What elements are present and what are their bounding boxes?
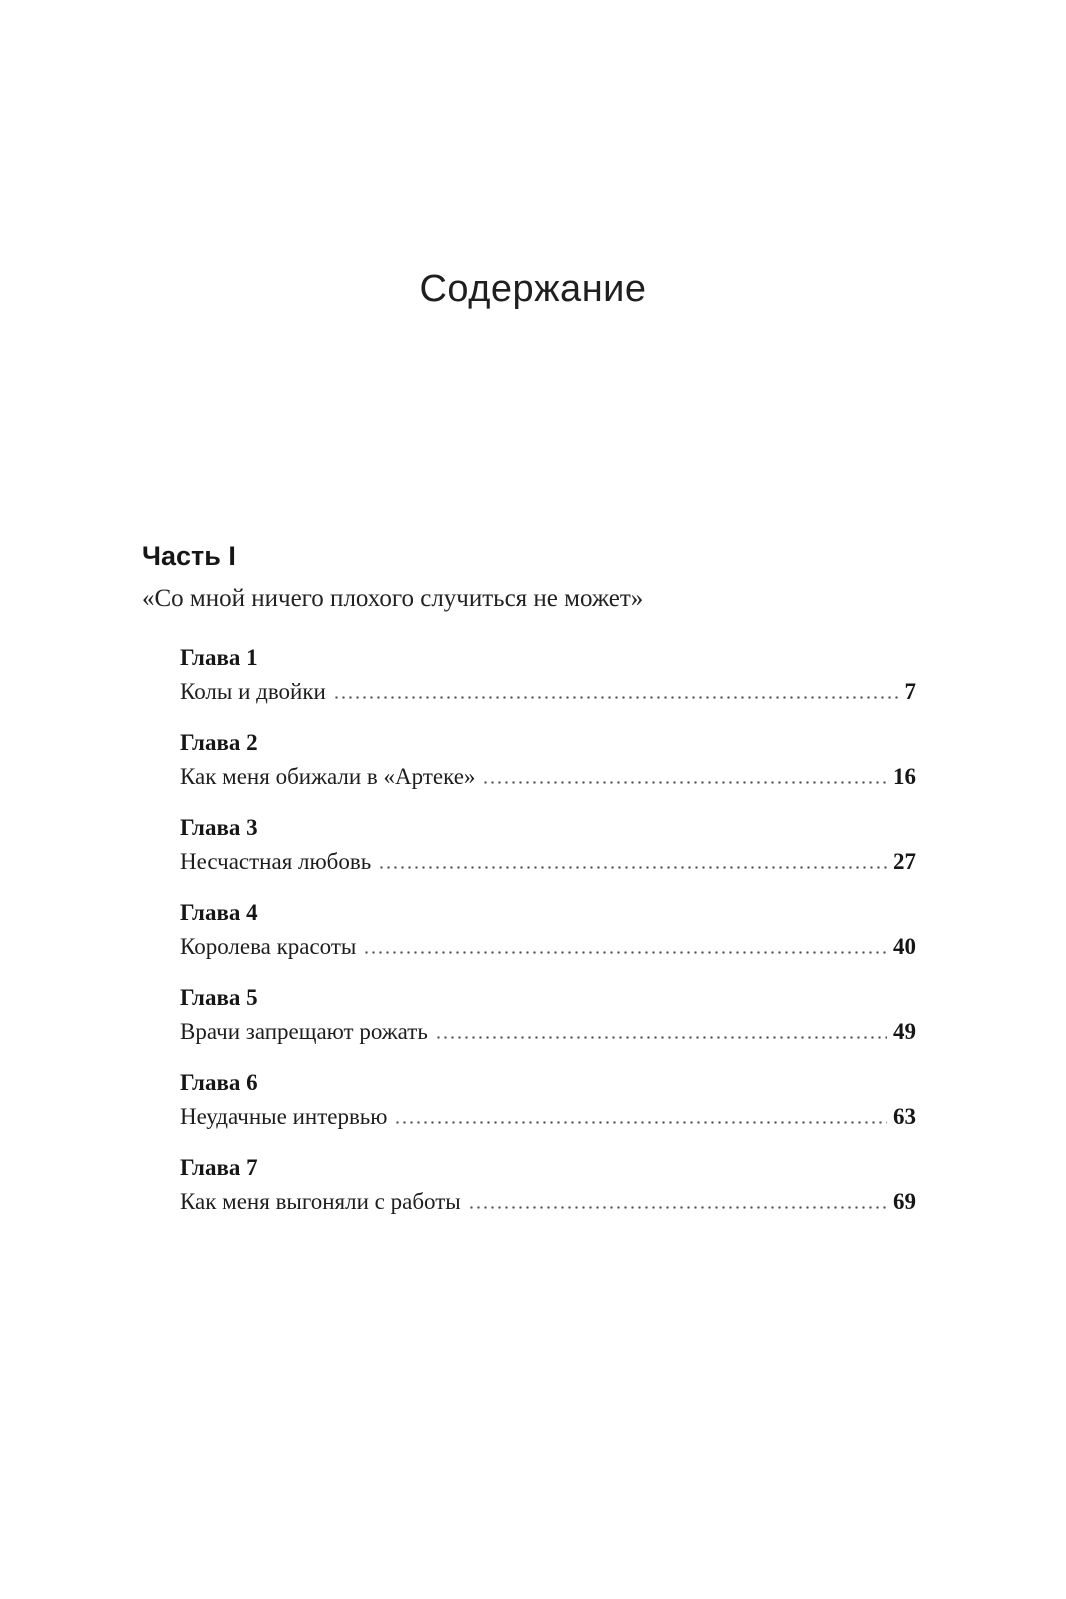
dot-leader <box>468 1206 887 1209</box>
toc-entry-page: 7 <box>904 679 916 704</box>
toc-entry-title: Неудачные интервью <box>180 1104 388 1129</box>
toc-entry-line <box>180 849 916 875</box>
dot-leader <box>482 781 887 784</box>
dot-leader <box>333 696 899 699</box>
toc-entry-line <box>180 1019 916 1045</box>
toc-entry-title: Врачи запрещают рожать <box>180 1019 428 1044</box>
toc-entry-title: Как меня обижали в «Артеке» <box>180 764 476 789</box>
toc-entry-title: Королева красоты <box>180 934 357 959</box>
toc-entry-line <box>180 679 916 705</box>
part-section <box>142 541 916 1215</box>
toc-entry-chapter: Глава 4 <box>180 900 258 925</box>
toc-entry <box>180 985 916 1045</box>
dot-leader <box>363 951 887 954</box>
toc-entry <box>180 1070 916 1130</box>
toc-entry-line <box>180 1189 916 1215</box>
toc-entry-page: 49 <box>893 1019 916 1044</box>
toc-entry-chapter: Глава 7 <box>180 1155 258 1180</box>
toc-entry-chapter: Глава 6 <box>180 1070 258 1095</box>
toc-entry-line <box>180 1104 916 1130</box>
page-title: Содержание <box>419 268 647 310</box>
toc-entry-title: Колы и двойки <box>180 679 326 704</box>
toc-entry-chapter: Глава 1 <box>180 645 258 670</box>
toc-entry-chapter: Глава 2 <box>180 730 258 755</box>
toc-entry <box>180 815 916 875</box>
part-label: Часть I <box>142 541 236 571</box>
toc-entry-chapter: Глава 3 <box>180 815 258 840</box>
toc-entry-page: 63 <box>893 1104 916 1129</box>
toc-entry-title: Несчастная любовь <box>180 849 372 874</box>
toc-entry-page: 27 <box>893 849 916 874</box>
toc-entry <box>180 1155 916 1215</box>
toc-entry <box>180 730 916 790</box>
toc-entry-chapter: Глава 5 <box>180 985 258 1010</box>
part-subtitle: «Со мной ничего плохого случиться не может» <box>142 585 644 612</box>
dot-leader <box>378 866 887 869</box>
toc-entry <box>180 900 916 960</box>
toc-entry-title: Как меня выгоняли с работы <box>180 1189 461 1214</box>
dot-leader <box>435 1036 887 1039</box>
toc-entry-line <box>180 764 916 790</box>
toc-list <box>180 645 916 1215</box>
toc-entry-line <box>180 934 916 960</box>
dot-leader <box>394 1121 887 1124</box>
toc-entry-page: 69 <box>893 1189 916 1214</box>
toc-entry-page: 40 <box>893 934 916 959</box>
toc-entry-page: 16 <box>893 764 916 789</box>
toc-entry <box>180 645 916 705</box>
